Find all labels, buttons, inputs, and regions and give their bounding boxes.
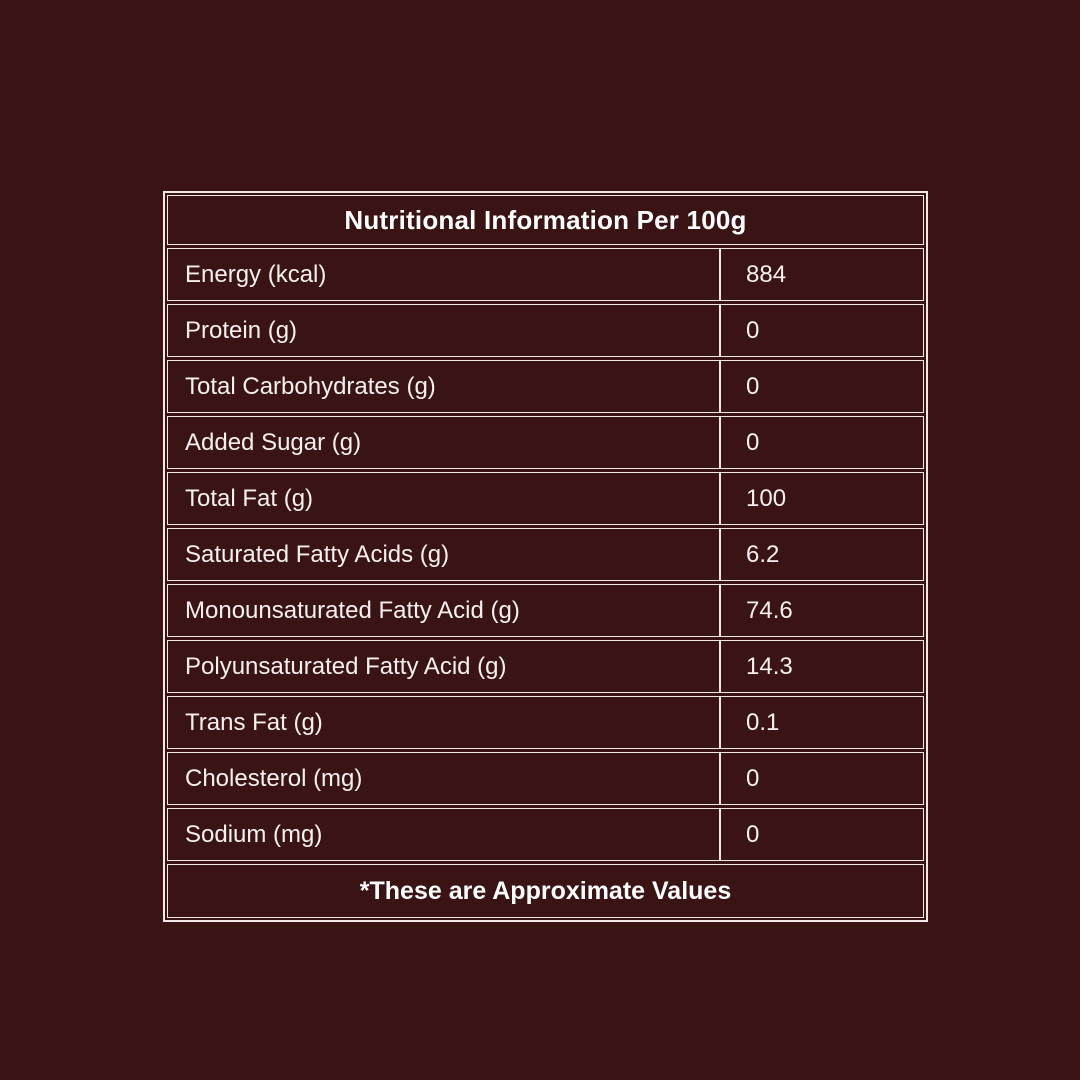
row-total-fat	[167, 472, 924, 525]
row-label: Saturated Fatty Acids (g)	[168, 529, 721, 580]
row-polyunsaturated-fatty-acid	[167, 640, 924, 693]
row-label: Monounsaturated Fatty Acid (g)	[168, 585, 721, 636]
table-title: Nutritional Information Per 100g	[344, 204, 747, 235]
row-value: 0	[746, 428, 760, 456]
row-added-sugar	[167, 416, 924, 469]
footnote-text: *These are Approximate Values	[359, 876, 732, 905]
row-protein	[167, 304, 924, 357]
row-label: Cholesterol (mg)	[168, 753, 721, 804]
row-label: Protein (g)	[168, 305, 721, 356]
row-label: Polyunsaturated Fatty Acid (g)	[168, 641, 721, 692]
row-value: 0	[746, 316, 760, 344]
row-value: 14.3	[746, 652, 793, 680]
row-value: 0	[746, 820, 760, 848]
row-label: Total Fat (g)	[168, 473, 721, 524]
row-cholesterol	[167, 752, 924, 805]
nutrition-table	[163, 191, 928, 922]
row-monounsaturated-fatty-acid	[167, 584, 924, 637]
row-value: 0	[746, 764, 760, 792]
row-value: 0	[746, 372, 760, 400]
row-energy	[167, 248, 924, 301]
row-value: 884	[746, 260, 787, 288]
row-value: 100	[746, 484, 787, 512]
row-saturated-fatty-acids	[167, 528, 924, 581]
row-total-carbohydrates	[167, 360, 924, 413]
row-label: Total Carbohydrates (g)	[168, 361, 721, 412]
row-sodium	[167, 808, 924, 861]
row-label: Energy (kcal)	[168, 249, 721, 300]
row-value: 74.6	[746, 596, 793, 624]
row-value: 0.1	[746, 708, 780, 736]
table-footnote	[167, 864, 924, 918]
table-header	[167, 195, 924, 245]
row-value: 6.2	[746, 540, 780, 568]
row-label: Trans Fat (g)	[168, 697, 721, 748]
row-trans-fat	[167, 696, 924, 749]
row-label: Sodium (mg)	[168, 809, 721, 860]
row-label: Added Sugar (g)	[168, 417, 721, 468]
